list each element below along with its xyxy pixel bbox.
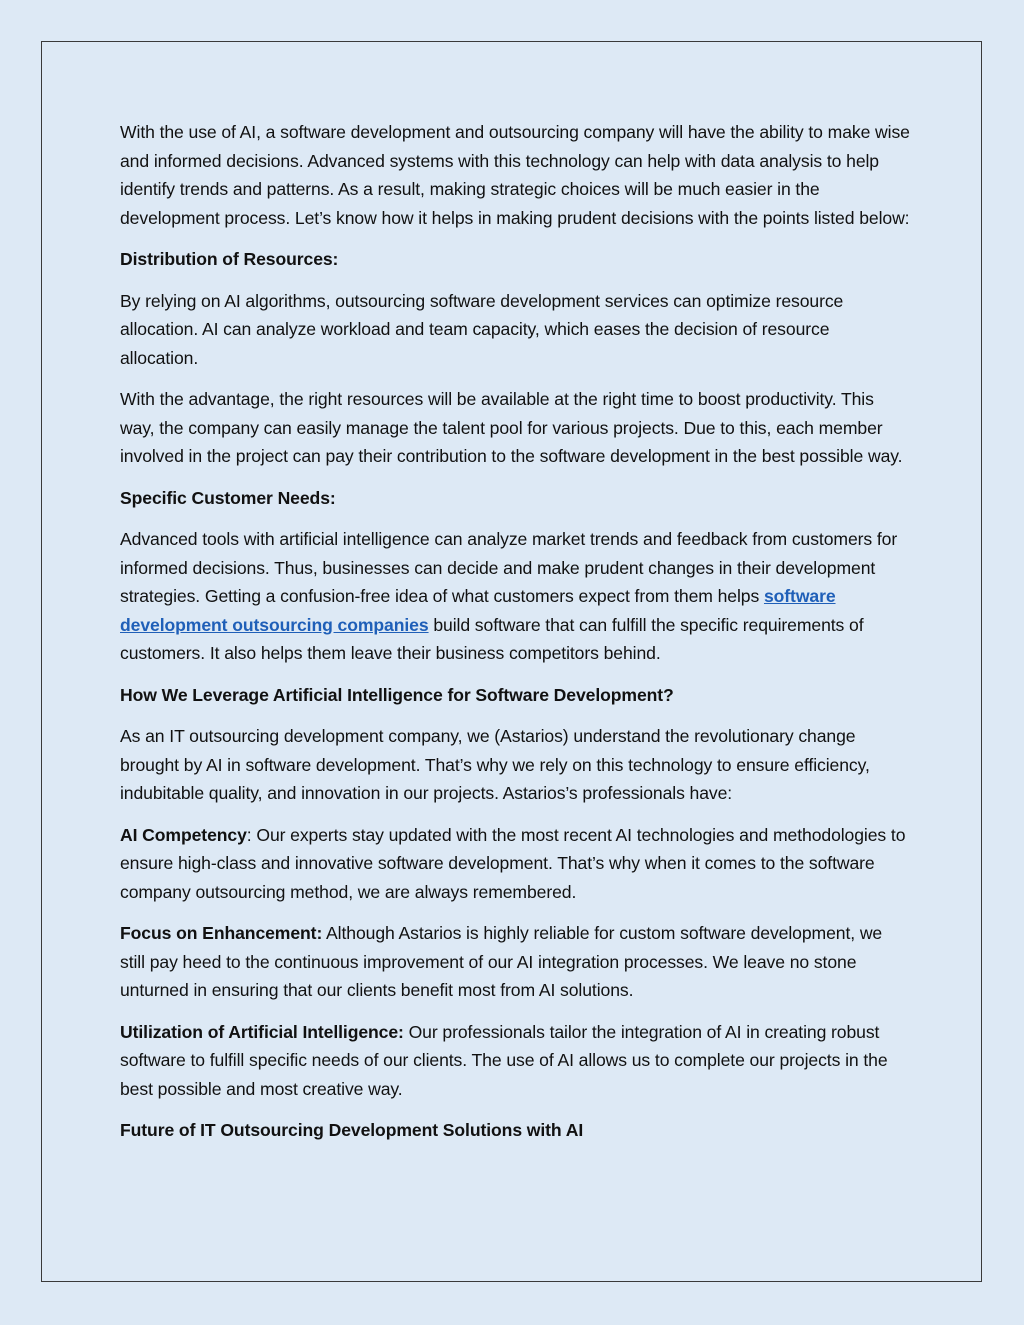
focus-enhancement-term: Focus on Enhancement:: [120, 923, 323, 943]
heading-specific-customer-needs: Specific Customer Needs:: [120, 487, 336, 508]
focus-enhancement-paragraph: [120, 919, 910, 1005]
utilization-ai-paragraph: [120, 1018, 910, 1104]
utilization-ai-text: Our professionals tailor the integration of AI in creating robust software to fulfill specific needs of our clients. The use of AI allows us to complete our projects in the best possible and most creative way.: [120, 1021, 888, 1099]
customer-needs-paragraph: [120, 525, 910, 668]
leverage-paragraph: As an IT outsourcing development company, we (Astarios) understand the revolutionary change brought by AI in software development. That’s why we rely on this technology to ensure efficiency, indubitable quality, and innovation in our projects. Astarios’s professionals have:: [120, 726, 870, 803]
customer-text-before: Advanced tools with artificial intelligence can analyze market trends and feedback from customers for informed decisions. Thus, businesses can decide and make prudent changes in their development strategies. Getting a confusion-free idea of what customers expect from them helps: [120, 529, 898, 606]
distribution-paragraph-2: With the advantage, the right resources will be available at the right time to boost productivity. This way, the company can easily manage the talent pool for various projects. Due to this, each member involved in the project can pay their contribution to the software development in the best possible way.: [120, 389, 903, 466]
ai-competency-paragraph: [120, 821, 910, 907]
ai-competency-text: : Our experts stay updated with the most recent AI technologies and methodologies to ensure high-class and innovative software development. That’s why when it comes to the software company outsourcing method, we are always remembered.: [120, 824, 906, 902]
distribution-paragraph-1: By relying on AI algorithms, outsourcing software development services can optimize resource allocation. AI can analyze workload and team capacity, which eases the decision of resource allocation.: [120, 290, 844, 368]
customer-text-after: build software that can fulfill the specific requirements of customers. It also helps them leave their business competitors behind.: [120, 614, 864, 663]
heading-future-it-outsourcing: Future of IT Outsourcing Development Solutions with AI: [120, 1120, 584, 1140]
heading-leverage-ai: How We Leverage Artificial Intelligence for Software Development?: [120, 684, 674, 705]
software-outsourcing-link[interactable]: software development outsourcing companies: [120, 586, 836, 635]
heading-distribution-of-resources: Distribution of Resources:: [120, 249, 339, 269]
ai-competency-term: AI Competency: [120, 824, 247, 845]
focus-enhancement-text: Although Astarios is highly reliable for custom software development, we still pay heed to the continuous improvement of our AI integration processes. We leave no stone unturned in ensuring that our clients benefit most from AI solutions.: [120, 923, 883, 1000]
utilization-ai-term: Utilization of Artificial Intelligence:: [120, 1021, 404, 1042]
intro-paragraph: With the use of AI, a software development and outsourcing company will have the ability to make wise and informed decisions. Advanced systems with this technology can help with data analysis to help identify trends and patterns. As a result, making strategic choices will be much easier in the development process. Let’s know how it helps in making prudent decisions with the points listed below:: [120, 122, 910, 228]
document-body: [120, 118, 910, 1158]
